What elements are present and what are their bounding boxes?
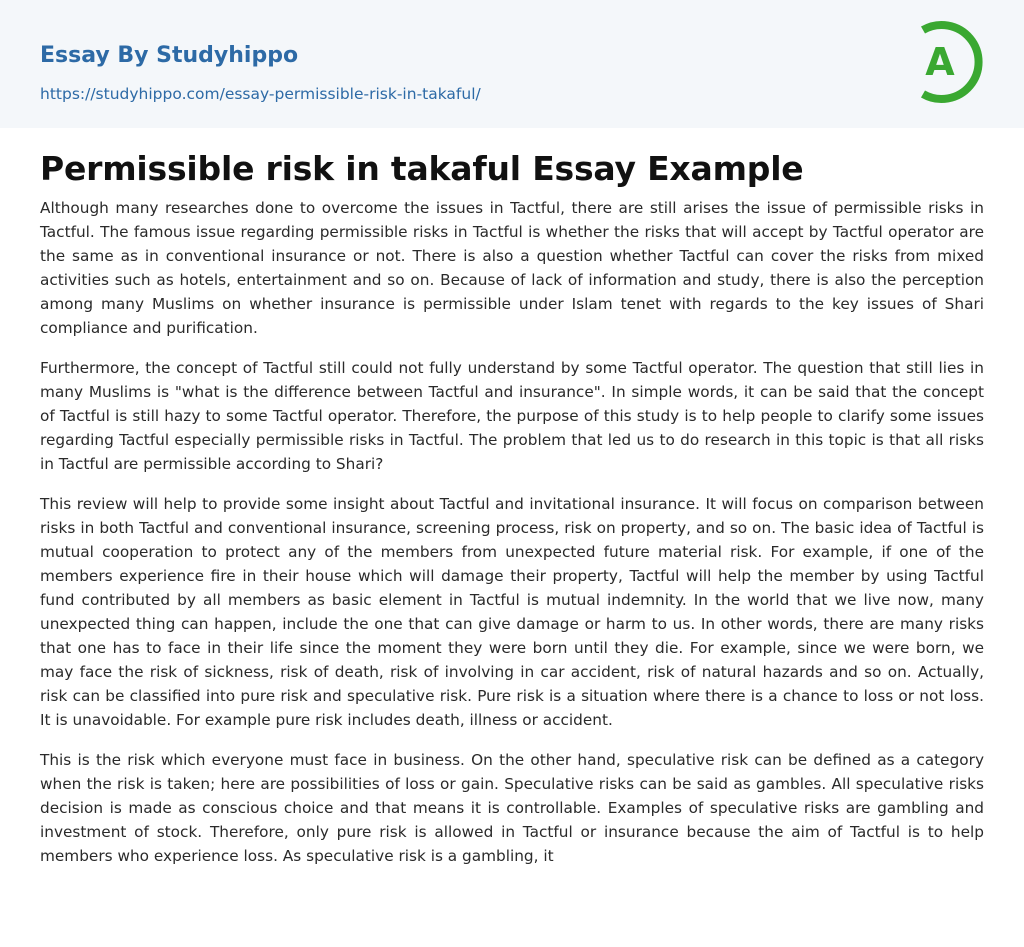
page-title: Permissible risk in takaful Essay Example — [40, 149, 804, 188]
article-paragraph-2: Furthermore, the concept of Tactful still could not fully understand by some Tactful operator. The question that still lies in many Muslims is "what is the difference between Tactful and insurance". In simple words, it can be said that the concept of Tactful is still hazy to some Tactful operator. Therefore, the purpose of this study is to help people to clarify some issues regarding Tactful especially permissible risks in Tactful. The problem that led us to do research in this topic is that all risks in Tactful are permissible according to Shari? — [40, 359, 984, 473]
logo-letter: A — [925, 40, 955, 84]
brand-title[interactable]: Essay By Studyhippo — [40, 43, 299, 68]
article-paragraph-4: This is the risk which everyone must face in business. On the other hand, speculative risk can be defined as a category when the risk is taken; here are possibilities of loss or gain. Speculative risks can be said as gambles. All speculative risks decision is made as conscious choice and that means it is controllable. Examples of speculative risks are gambling and investment of stock. Therefore, only pure risk is allowed in Tactful or insurance because the aim of Tactful is to help members who experience loss. As speculative risk is a gambling, it — [40, 751, 984, 865]
site-header — [0, 0, 1024, 128]
article-paragraph-3: This review will help to provide some insight about Tactful and invitational insurance. It will focus on comparison between risks in both Tactful and conventional insurance, screening process, risk on property, and so on. The basic idea of Tactful is mutual cooperation to protect any of the members from unexpected future material risk. For example, if one of the members experience fire in their house which will damage their property, Tactful will help the member by using Tactful fund contributed by all members as basic element in Tactful is mutual indemnity. In the world that we live now, many unexpected thing can happen, include the one that can give damage or harm to us. In other words, there are many risks that one has to face in their life since the moment they were born until they die. For example, since we were born, we may face the risk of sickness, risk of death, risk of involving in car accident, risk of natural hazards and so on. Actually, risk can be classified into pure risk and speculative risk. Pure risk is a situation where there is a chance to loss or not loss. It is unavoidable. For example pure risk includes death, illness or accident. — [40, 495, 984, 729]
article — [0, 128, 1024, 868]
article-paragraph-1: Although many researches done to overcome the issues in Tactful, there are still arises the issue of permissible risks in Tactful. The famous issue regarding permissible risks in Tactful is whether the risks that will accept by Tactful operator are the same as in conventional insurance or not. There is also a question whether Tactful can cover the risks from mixed activities such as hotels, entertainment and so on. Because of lack of information and study, there is also the perception among many Muslims on whether insurance is permissible under Islam tenet with regards to the key issues of Shari compliance and purification. — [40, 199, 984, 337]
studyhippo-logo-icon[interactable] — [905, 16, 991, 108]
source-url-link[interactable]: https://studyhippo.com/essay-permissible-risk-in-takaful/ — [40, 85, 481, 103]
